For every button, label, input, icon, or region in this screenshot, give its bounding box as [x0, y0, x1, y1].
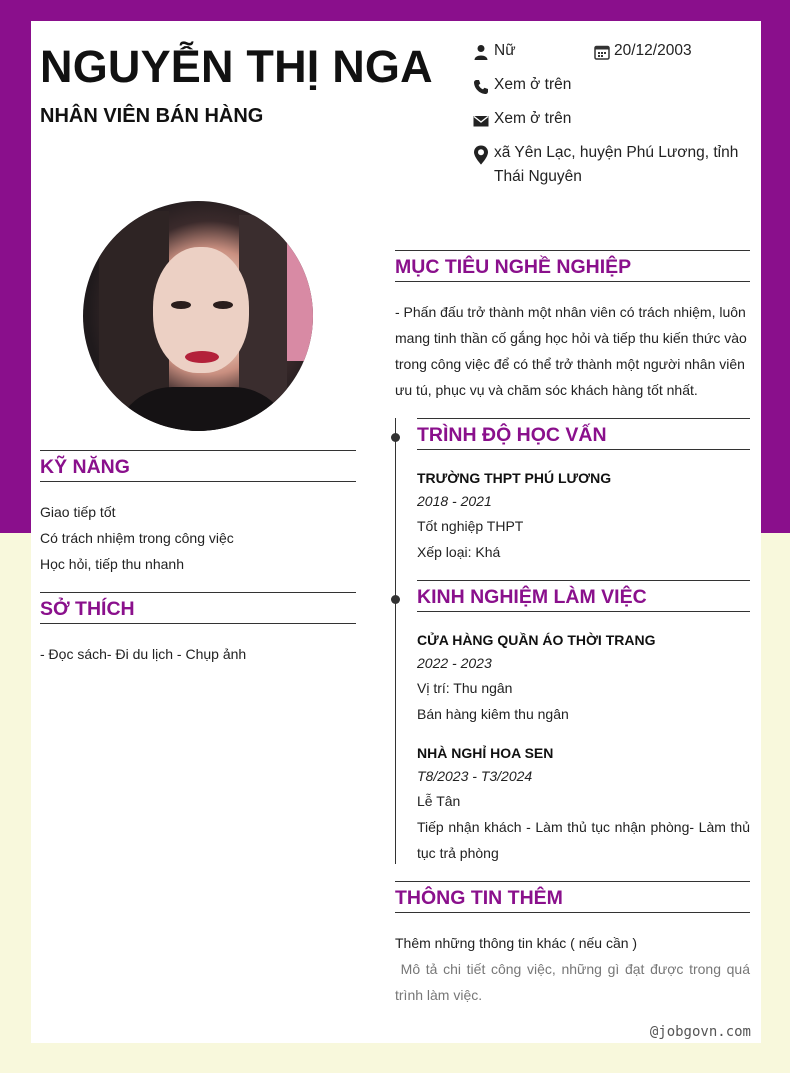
education-section-title: TRÌNH ĐỘ HỌC VẤN	[417, 418, 750, 450]
skill-item: Giao tiếp tốt	[40, 504, 116, 520]
education-period: 2018 - 2021	[417, 493, 492, 509]
extra-info-section-title: THÔNG TIN THÊM	[395, 881, 750, 913]
address-line-1: xã Yên Lạc, huyện Phú Lương, tỉnh	[494, 144, 739, 161]
job-detail: tục trả phòng	[417, 845, 499, 861]
experience-section-title: KINH NGHIỆM LÀM VIỆC	[417, 580, 750, 612]
candidate-name: NGUYỄN THỊ NGA	[40, 41, 433, 92]
education-detail: Xếp loại: Khá	[417, 544, 501, 560]
user-icon	[473, 44, 489, 60]
objective-line: mang tinh thần cố gắng học hỏi và tiếp thu kiến thức vào	[395, 330, 747, 346]
phone-text: Xem ở trên	[494, 76, 572, 93]
objective-line: trong công việc để có thể trở thành một người nhân viên	[395, 356, 745, 372]
objective-paragraph	[395, 299, 750, 403]
calendar-icon	[594, 44, 610, 60]
job-period: 2022 - 2023	[417, 655, 492, 671]
timeline-dot	[391, 595, 400, 604]
address-line-2: Thái Nguyên	[494, 168, 582, 185]
job-detail: Vị trí: Thu ngân	[417, 680, 513, 696]
job-period: T8/2023 - T3/2024	[417, 768, 533, 784]
extra-info-description: Mô tả chi tiết công việc, những gì đạt được trong quá	[395, 961, 750, 977]
candidate-role: NHÂN VIÊN BÁN HÀNG	[40, 105, 264, 127]
job-detail: Tiếp nhận khách - Làm thủ tục nhận phòng- Làm thủ	[417, 819, 750, 835]
cv-sheet	[31, 21, 761, 1043]
extra-info-line: Thêm những thông tin khác ( nếu cần )	[395, 935, 638, 951]
hobbies-text: - Đọc sách- Đi du lịch - Chụp ảnh	[40, 646, 247, 662]
hobbies-section-title: SỞ THÍCH	[40, 592, 356, 624]
skill-item: Có trách nhiệm trong công việc	[40, 530, 234, 546]
job-company: NHÀ NGHỈ HOA SEN	[417, 745, 554, 761]
timeline-line	[395, 418, 396, 864]
job-company: CỬA HÀNG QUẦN ÁO THỜI TRANG	[417, 632, 656, 648]
skill-item: Học hỏi, tiếp thu nhanh	[40, 556, 184, 572]
extra-info-description: trình làm việc.	[395, 987, 483, 1003]
skills-section-title: KỸ NĂNG	[40, 450, 356, 482]
objective-section-title: MỤC TIÊU NGHỀ NGHIỆP	[395, 250, 750, 282]
timeline-dot	[391, 433, 400, 442]
school-name: TRƯỜNG THPT PHÚ LƯƠNG	[417, 470, 612, 486]
mail-icon	[473, 113, 489, 129]
job-detail: Lễ Tân	[417, 793, 461, 809]
phone-icon	[473, 79, 489, 95]
watermark: @jobgovn.com	[649, 1024, 751, 1040]
birthdate-text: 20/12/2003	[614, 42, 692, 59]
profile-photo	[83, 201, 313, 431]
education-detail: Tốt nghiệp THPT	[417, 518, 524, 534]
gender-text: Nữ	[494, 42, 516, 59]
email-text: Xem ở trên	[494, 110, 572, 127]
job-detail: Bán hàng kiêm thu ngân	[417, 706, 569, 722]
location-pin-icon	[473, 145, 489, 165]
objective-line: ưu tú, phục vụ và chăm sóc khách hàng tốt nhất.	[395, 382, 698, 398]
objective-line: - Phấn đấu trở thành một nhân viên có trách nhiệm, luôn	[395, 304, 746, 320]
